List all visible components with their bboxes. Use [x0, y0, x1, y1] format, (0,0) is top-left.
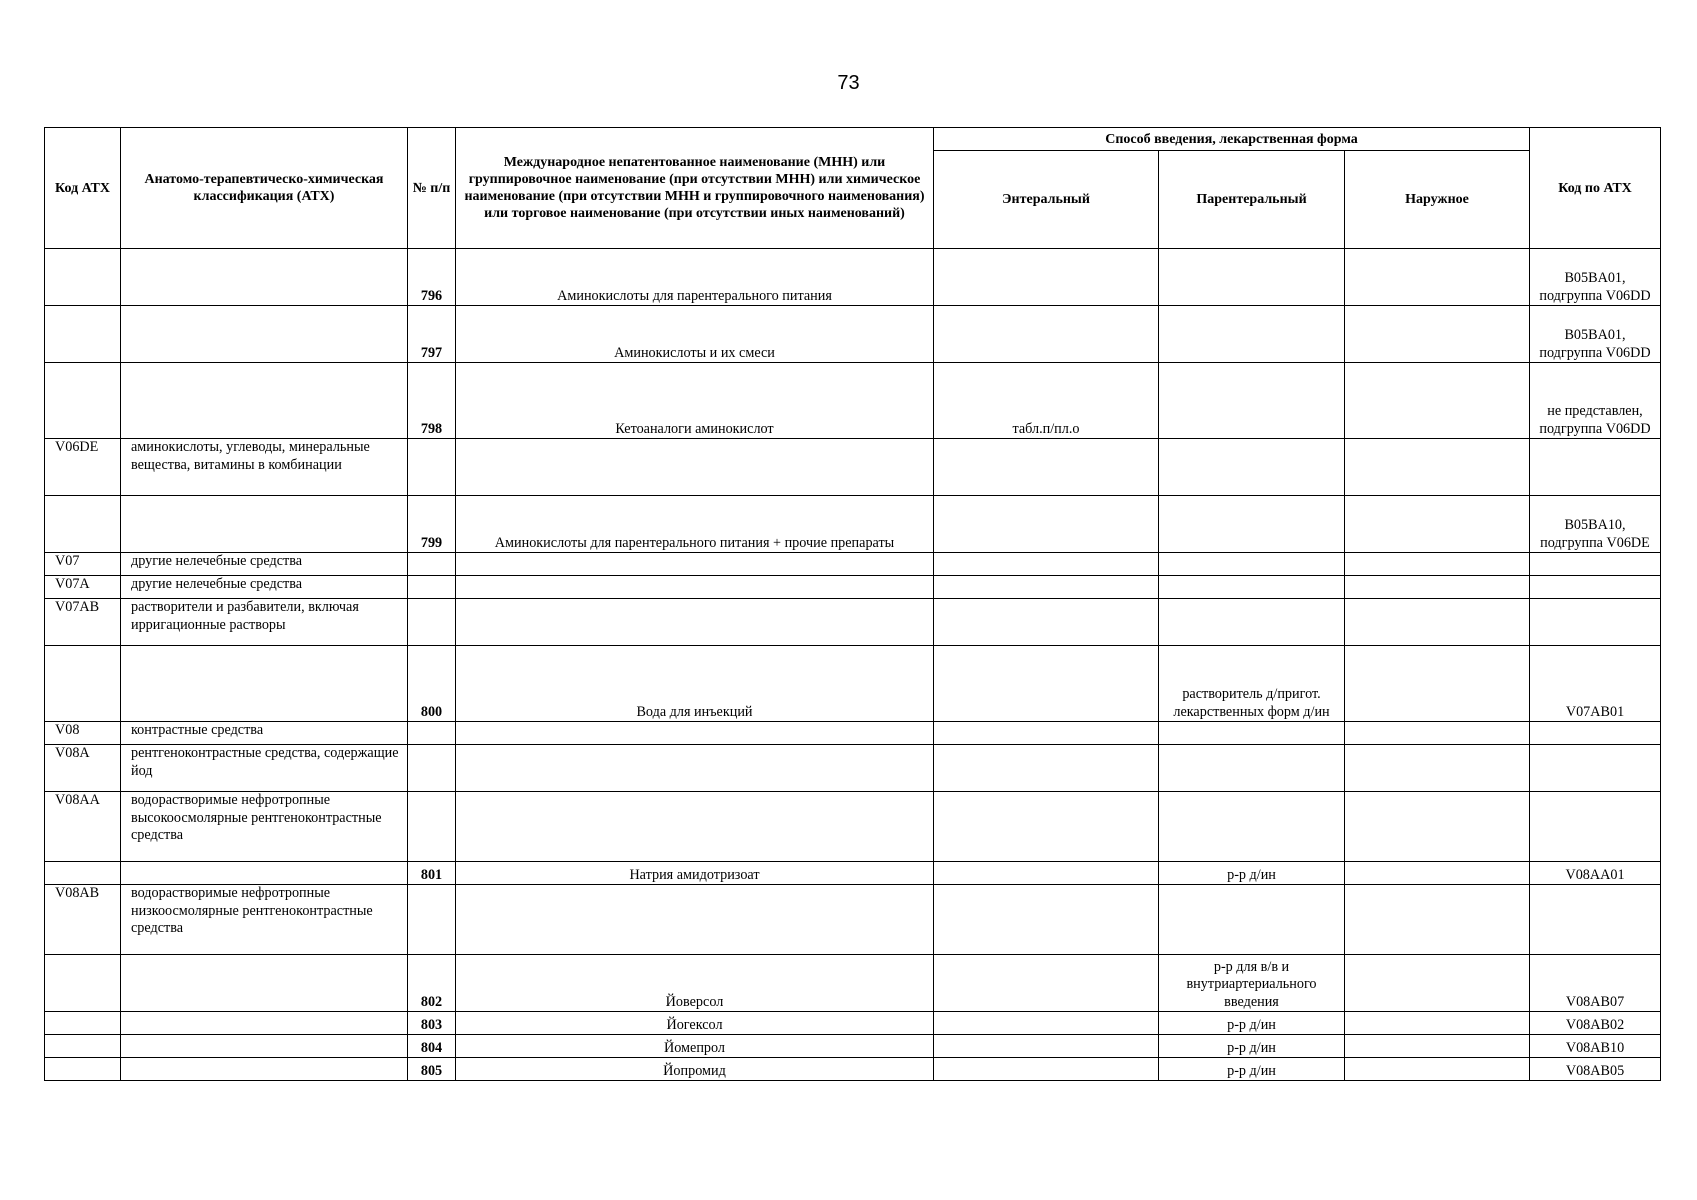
row-number-cell: 798 [408, 363, 456, 439]
parenteral-cell [1159, 745, 1345, 792]
row-number-cell: 799 [408, 496, 456, 553]
table-row [45, 646, 1661, 722]
external-cell [1345, 885, 1530, 955]
external-cell [1345, 1058, 1530, 1081]
atx-ref-cell: B05BA01, подгруппа V06DD [1530, 249, 1661, 306]
row-number-cell [408, 745, 456, 792]
classification-cell [121, 955, 408, 1012]
atx-code-cell [45, 646, 121, 722]
row-number-cell [408, 722, 456, 745]
classification-cell: водорастворимые нефротропные высокоосмолярные рентгеноконтрастные средства [121, 792, 408, 862]
header-mnn: Международное непатентованное наименование (МНН) или группировочное наименование (при отсутствии МНН) или химическое наименование (при отсутствии МНН и группировочного наименования) или торговое наименование (при отсутствии иных наименований) [456, 128, 934, 249]
external-cell [1345, 306, 1530, 363]
mnn-cell: Кетоаналоги аминокислот [456, 363, 934, 439]
classification-cell: другие нелечебные средства [121, 553, 408, 576]
mnn-cell: Йомепрол [456, 1035, 934, 1058]
mnn-cell: Йопромид [456, 1058, 934, 1081]
mnn-cell [456, 576, 934, 599]
enteral-cell [934, 955, 1159, 1012]
classification-cell [121, 1058, 408, 1081]
atx-code-cell [45, 1012, 121, 1035]
enteral-cell [934, 1012, 1159, 1035]
atx-ref-cell [1530, 722, 1661, 745]
parenteral-cell [1159, 792, 1345, 862]
external-cell [1345, 553, 1530, 576]
external-cell [1345, 722, 1530, 745]
parenteral-cell [1159, 249, 1345, 306]
mnn-cell: Аминокислоты для парентерального питания + прочие препараты [456, 496, 934, 553]
mnn-cell [456, 599, 934, 646]
atx-ref-cell [1530, 885, 1661, 955]
atx-code-cell [45, 955, 121, 1012]
row-number-cell: 803 [408, 1012, 456, 1035]
row-number-cell: 797 [408, 306, 456, 363]
classification-cell [121, 1012, 408, 1035]
table-row [45, 576, 1661, 599]
parenteral-cell: р-р д/ин [1159, 1035, 1345, 1058]
atx-code-cell [45, 306, 121, 363]
table-row [45, 1058, 1661, 1081]
header-code-atx: Код АТХ [45, 128, 121, 249]
mnn-cell: Йоверсол [456, 955, 934, 1012]
atx-code-cell: V07AB [45, 599, 121, 646]
table-row [45, 722, 1661, 745]
row-number-cell [408, 439, 456, 496]
external-cell [1345, 745, 1530, 792]
header-route-group: Способ введения, лекарственная форма [934, 128, 1530, 151]
table-row [45, 745, 1661, 792]
row-number-cell: 801 [408, 862, 456, 885]
atx-ref-cell: B05BA01, подгруппа V06DD [1530, 306, 1661, 363]
atx-code-cell: V08 [45, 722, 121, 745]
enteral-cell [934, 1035, 1159, 1058]
atx-ref-cell: V07AB01 [1530, 646, 1661, 722]
header-classification: Анатомо-терапевтическо-химическая классификация (АТХ) [121, 128, 408, 249]
mnn-cell: Аминокислоты и их смеси [456, 306, 934, 363]
external-cell [1345, 1012, 1530, 1035]
row-number-cell [408, 576, 456, 599]
external-cell [1345, 646, 1530, 722]
external-cell [1345, 576, 1530, 599]
parenteral-cell [1159, 496, 1345, 553]
table-row [45, 439, 1661, 496]
mnn-cell [456, 439, 934, 496]
atx-ref-cell [1530, 576, 1661, 599]
enteral-cell [934, 792, 1159, 862]
table-row [45, 363, 1661, 439]
enteral-cell [934, 249, 1159, 306]
atx-ref-cell: V08AB02 [1530, 1012, 1661, 1035]
parenteral-cell [1159, 439, 1345, 496]
atx-ref-cell: V08AA01 [1530, 862, 1661, 885]
external-cell [1345, 955, 1530, 1012]
row-number-cell: 804 [408, 1035, 456, 1058]
mnn-cell: Натрия амидотризоат [456, 862, 934, 885]
atx-ref-cell [1530, 599, 1661, 646]
table-row [45, 955, 1661, 1012]
atx-code-cell [45, 1058, 121, 1081]
mnn-cell [456, 745, 934, 792]
parenteral-cell: р-р д/ин [1159, 862, 1345, 885]
mnn-cell: Аминокислоты для парентерального питания [456, 249, 934, 306]
row-number-cell: 796 [408, 249, 456, 306]
atx-ref-cell: V08AB10 [1530, 1035, 1661, 1058]
atx-code-cell [45, 249, 121, 306]
row-number-cell [408, 553, 456, 576]
external-cell [1345, 363, 1530, 439]
atx-code-cell: V08AA [45, 792, 121, 862]
enteral-cell [934, 885, 1159, 955]
row-number-cell [408, 792, 456, 862]
external-cell [1345, 1035, 1530, 1058]
atx-ref-cell: не представлен, подгруппа V06DD [1530, 363, 1661, 439]
external-cell [1345, 862, 1530, 885]
atx-ref-cell [1530, 439, 1661, 496]
parenteral-cell [1159, 306, 1345, 363]
enteral-cell [934, 553, 1159, 576]
external-cell [1345, 496, 1530, 553]
enteral-cell: табл.п/пл.о [934, 363, 1159, 439]
table-row [45, 885, 1661, 955]
external-cell [1345, 599, 1530, 646]
parenteral-cell [1159, 576, 1345, 599]
atx-ref-cell: V08AB05 [1530, 1058, 1661, 1081]
atx-code-cell [45, 1035, 121, 1058]
atx-code-cell [45, 496, 121, 553]
enteral-cell [934, 722, 1159, 745]
enteral-cell [934, 496, 1159, 553]
enteral-cell [934, 862, 1159, 885]
header-parenteral: Парентеральный [1159, 151, 1345, 249]
drug-table [44, 127, 1661, 1081]
atx-code-cell: V08AB [45, 885, 121, 955]
external-cell [1345, 249, 1530, 306]
classification-cell [121, 496, 408, 553]
table-row [45, 1035, 1661, 1058]
row-number-cell [408, 599, 456, 646]
header-atx-code: Код по АТХ [1530, 128, 1661, 249]
parenteral-cell [1159, 885, 1345, 955]
table-row [45, 496, 1661, 553]
classification-cell: аминокислоты, углеводы, минеральные вещества, витамины в комбинации [121, 439, 408, 496]
classification-cell: другие нелечебные средства [121, 576, 408, 599]
row-number-cell [408, 885, 456, 955]
table-row [45, 553, 1661, 576]
atx-code-cell: V08A [45, 745, 121, 792]
mnn-cell [456, 792, 934, 862]
atx-code-cell: V06DE [45, 439, 121, 496]
header-external: Наружное [1345, 151, 1530, 249]
classification-cell: контрастные средства [121, 722, 408, 745]
atx-code-cell [45, 862, 121, 885]
parenteral-cell [1159, 363, 1345, 439]
classification-cell [121, 249, 408, 306]
parenteral-cell: р-р д/ин [1159, 1058, 1345, 1081]
enteral-cell [934, 745, 1159, 792]
enteral-cell [934, 646, 1159, 722]
row-number-cell: 802 [408, 955, 456, 1012]
row-number-cell: 800 [408, 646, 456, 722]
enteral-cell [934, 306, 1159, 363]
parenteral-cell [1159, 553, 1345, 576]
table-row [45, 792, 1661, 862]
parenteral-cell: р-р д/ин [1159, 1012, 1345, 1035]
mnn-cell: Йогексол [456, 1012, 934, 1035]
parenteral-cell: растворитель д/пригот. лекарственных форм д/ин [1159, 646, 1345, 722]
header-number: № п/п [408, 128, 456, 249]
atx-code-cell: V07A [45, 576, 121, 599]
enteral-cell [934, 439, 1159, 496]
table-row [45, 249, 1661, 306]
enteral-cell [934, 576, 1159, 599]
enteral-cell [934, 599, 1159, 646]
table-row [45, 1012, 1661, 1035]
parenteral-cell [1159, 722, 1345, 745]
atx-code-cell [45, 363, 121, 439]
table-row [45, 862, 1661, 885]
table-row [45, 599, 1661, 646]
mnn-cell: Вода для инъекций [456, 646, 934, 722]
classification-cell [121, 1035, 408, 1058]
atx-ref-cell: V08AB07 [1530, 955, 1661, 1012]
atx-ref-cell: B05BA10, подгруппа V06DE [1530, 496, 1661, 553]
parenteral-cell [1159, 599, 1345, 646]
classification-cell [121, 363, 408, 439]
classification-cell: рентгеноконтрастные средства, содержащие йод [121, 745, 408, 792]
external-cell [1345, 439, 1530, 496]
external-cell [1345, 792, 1530, 862]
parenteral-cell: р-р для в/в и внутриартериального введения [1159, 955, 1345, 1012]
classification-cell [121, 862, 408, 885]
enteral-cell [934, 1058, 1159, 1081]
atx-ref-cell [1530, 792, 1661, 862]
classification-cell: растворители и разбавители, включая ирригационные растворы [121, 599, 408, 646]
page-number: 73 [837, 72, 860, 94]
classification-cell [121, 646, 408, 722]
mnn-cell [456, 885, 934, 955]
atx-ref-cell [1530, 745, 1661, 792]
table-row [45, 306, 1661, 363]
classification-cell [121, 306, 408, 363]
row-number-cell: 805 [408, 1058, 456, 1081]
mnn-cell [456, 553, 934, 576]
mnn-cell [456, 722, 934, 745]
header-enteral: Энтеральный [934, 151, 1159, 249]
atx-code-cell: V07 [45, 553, 121, 576]
classification-cell: водорастворимые нефротропные низкоосмолярные рентгеноконтрастные средства [121, 885, 408, 955]
atx-ref-cell [1530, 553, 1661, 576]
